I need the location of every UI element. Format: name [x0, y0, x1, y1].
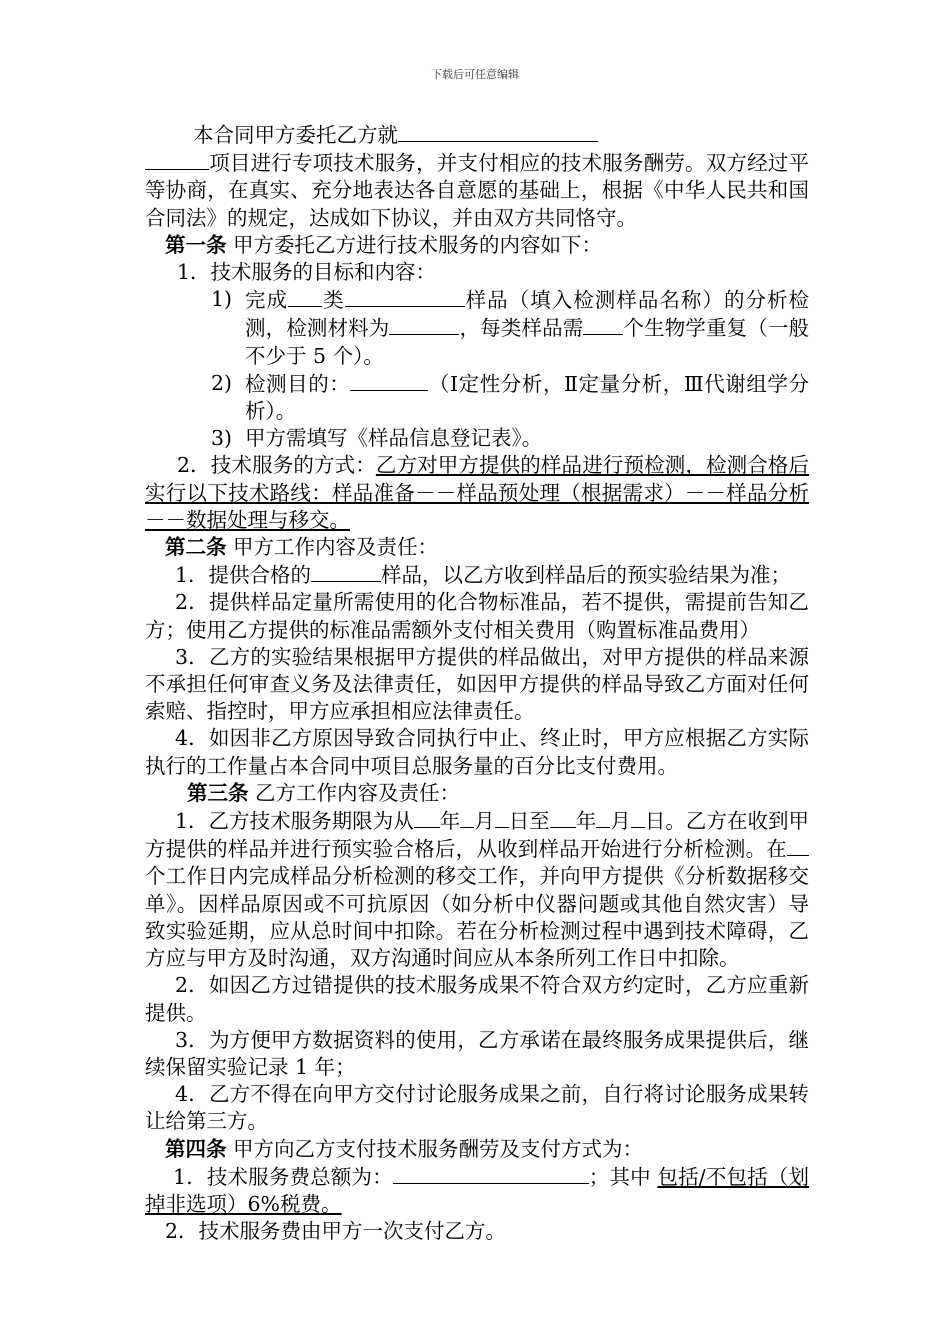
sub1-text-b: 类 [322, 288, 345, 313]
a3i1-h: 个工作日内完成样品分析检测的移交工作，并向甲方提供《分析数据移交单》。因样品原因或不可抗原因（如分析中仪器问题或其他自然灾害）导致实验延期，应从总时间中扣除。若在分析检测过程中遇到技术障碍，乙方应与甲方及时沟通，双方沟通时间应从本条所列工作日中扣除。 [145, 864, 809, 971]
article4-text: 甲方向乙方支付技术服务酬劳及支付方式为： [233, 1136, 644, 1161]
article2-item1 [145, 561, 809, 589]
purpose-blank[interactable] [350, 370, 428, 391]
item2-method: 乙方对甲方提供的样品进行预检测，检测合格后实行以下技术路线：样品准备－－样品预处理（根据需求）－－样品分析－－数据处理与移交。 [145, 453, 810, 532]
article2-item3: 3．乙方的实验结果根据甲方提供的样品做出，对甲方提供的样品来源不承担任何审查义务及法律责任，如因甲方提供的样品导致乙方面对任何索赔、指控时，甲方应承担相应法律责任。 [145, 644, 809, 724]
qualified-sample-blank[interactable] [311, 561, 381, 582]
contract-body [145, 121, 809, 1245]
category-count-blank[interactable] [288, 286, 322, 307]
a3i1-b: 年 [439, 809, 461, 834]
end-year-blank[interactable] [550, 807, 576, 828]
replicate-blank[interactable] [583, 314, 623, 335]
a3i1-e: 年 [575, 809, 597, 834]
article1-heading [145, 232, 809, 259]
article3-title: 第三条 [187, 780, 249, 805]
intro-text-b: 项目进行专项技术服务，并支付相应的技术服务酬劳。双方经过平等协商，在真实、充分地表达各自意愿的基础上，根据《中华人民共和国合同法》的规定，达成如下协议，并由双方共同恪守。 [145, 151, 809, 230]
article1-sub2 [145, 370, 809, 425]
workdays-blank[interactable] [787, 835, 809, 856]
a3i1-a: 1．乙方技术服务期限为从 [175, 809, 414, 834]
end-day-blank[interactable] [631, 807, 645, 828]
article3-item1 [145, 807, 809, 972]
sub3-number: 3) [211, 426, 233, 451]
project-name-blank[interactable] [398, 121, 598, 142]
a2i1-text-a: 1．提供合格的 [175, 563, 312, 588]
a4i1-b: ；其中 [588, 1164, 651, 1189]
sub1-text-c: 样品（填入检测样品名称）的分析检测，检测材料为 [245, 288, 810, 341]
a3i1-c: 月 [474, 809, 495, 834]
a2i1-text-b: 样品，以乙方收到样品后的预实验结果为准； [381, 563, 792, 588]
article1-item1: 1．技术服务的目标和内容： [177, 260, 437, 285]
item2-label: 2．技术服务的方式： [177, 453, 376, 478]
article4-item1 [145, 1163, 809, 1218]
sample-name-blank[interactable] [345, 286, 465, 307]
sub2-number: 2) [211, 370, 233, 395]
article1-title: 第一条 [165, 232, 227, 257]
article3-heading [145, 780, 809, 807]
project-name-blank-cont[interactable] [145, 149, 209, 170]
article3-item2: 2．如因乙方过错提供的技术服务成果不符合双方约定时，乙方应重新提供。 [145, 973, 809, 1025]
article1-sub3 [145, 425, 809, 452]
article4-item2: 2．技术服务费由甲方一次支付乙方。 [165, 1219, 507, 1244]
sub1-number: 1) [211, 287, 233, 312]
article2-item2: 2．提供样品定量所需使用的化合物标准品，若不提供，需提前告知乙方；使用乙方提供的标准品需额外支付相关费用（购置标准品费用） [145, 590, 809, 642]
start-year-blank[interactable] [414, 807, 440, 828]
sub2-text-b: （Ⅰ定性分析，Ⅱ定量分析，Ⅲ代谢组学分析）。 [245, 371, 809, 424]
article3-item3: 3．为方便甲方数据资料的使用，乙方承诺在最终服务成果提供后，继续保留实验记录 1 年； [145, 1027, 809, 1079]
a3i1-g: 日。乙方在收到甲方提供的样品并进行预实验合格后，从收到样品开始进行分析检测。在 [145, 809, 810, 862]
intro-paragraph [145, 121, 809, 232]
start-day-blank[interactable] [495, 807, 509, 828]
article2-title: 第二条 [165, 535, 227, 560]
material-blank[interactable] [389, 314, 459, 335]
article2-item4: 4．如因非乙方原因导致合同执行中止、终止时，甲方应根据乙方实际执行的工作量占本合同中项目总服务量的百分比支付费用。 [145, 726, 809, 778]
article1-text: 甲方委托乙方进行技术服务的内容如下： [233, 232, 603, 257]
article3-text: 乙方工作内容及责任： [255, 780, 461, 805]
start-month-blank[interactable] [460, 807, 474, 828]
tax-option-select[interactable]: 包括/不包括（划掉非选项） [145, 1164, 809, 1216]
sub1-text-d: ，每类样品需 [459, 316, 584, 341]
a4i1-d: 6%税费。 [247, 1191, 342, 1216]
a3i1-d: 日至 [508, 809, 550, 834]
page-header: 下载后可任意编辑 [431, 68, 519, 81]
article1-item2 [145, 452, 809, 534]
article3-item4: 4．乙方不得在向甲方交付讨论服务成果之前，自行将讨论服务成果转让给第三方。 [145, 1082, 809, 1134]
a4i1-a: 1．技术服务费总额为： [173, 1164, 393, 1189]
article2-text: 甲方工作内容及责任： [233, 535, 439, 560]
total-fee-blank[interactable] [393, 1163, 589, 1184]
sub1-text-a: 完成 [245, 288, 289, 313]
sub1-text-e: 个生物学重复（一般不少于 5 个）。 [245, 316, 810, 368]
a3i1-f: 月 [610, 809, 631, 834]
sub2-text-a: 检测目的： [245, 371, 351, 396]
sub3-text: 甲方需填写《样品信息登记表》。 [245, 426, 543, 451]
article2-heading [145, 534, 809, 561]
article4-title: 第四条 [165, 1136, 227, 1161]
article1-sub1 [145, 286, 809, 370]
end-month-blank[interactable] [596, 807, 610, 828]
intro-text-a: 本合同甲方委托乙方就 [193, 123, 398, 147]
article4-heading [145, 1136, 809, 1163]
